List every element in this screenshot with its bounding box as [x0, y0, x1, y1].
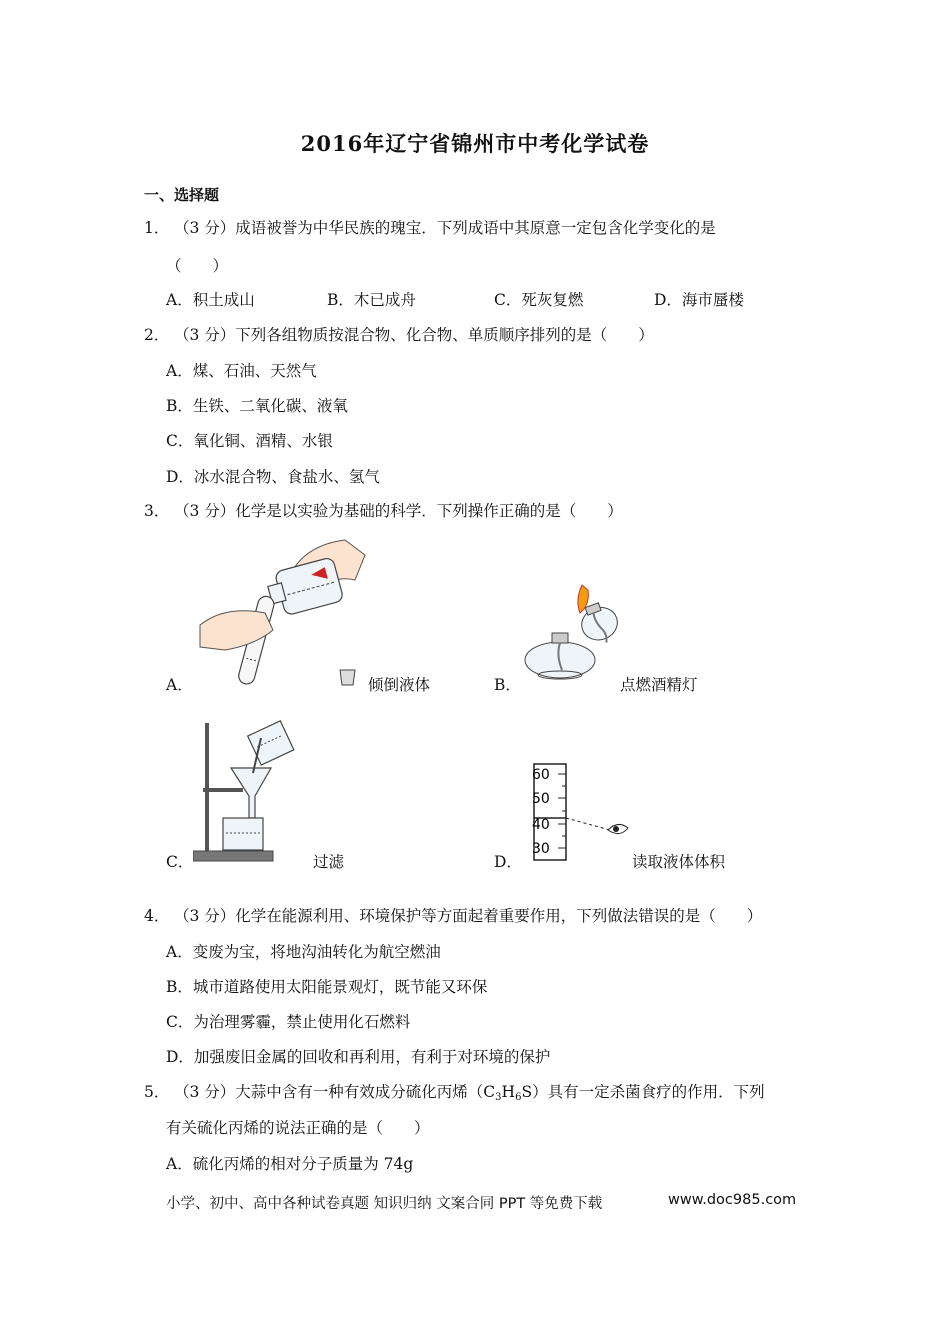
- alcohol-lamp-figure: [520, 575, 620, 687]
- question-score: （3 分）: [174, 326, 236, 344]
- option-b: B．木已成舟: [327, 291, 416, 309]
- option-b-caption: 点燃酒精灯: [620, 676, 698, 694]
- question-3: [144, 499, 623, 523]
- question-text: 大蒜中含有一种有效成分硫化丙烯（C: [235, 1083, 496, 1101]
- question-score: （3 分）: [174, 502, 236, 520]
- question-number: 2．: [144, 326, 170, 344]
- question-score: （3 分）: [174, 907, 236, 925]
- footer-text: 小学、初中、高中各种试卷真题 知识归纳 文案合同 PPT 等免费下载: [166, 1196, 603, 1212]
- formula-subscript: 3: [495, 1092, 502, 1103]
- question-number: 5．: [144, 1083, 170, 1101]
- tick-label-60: 60: [532, 767, 550, 783]
- option-d-letter: D．: [494, 853, 522, 871]
- option-c-letter: C．: [166, 853, 194, 871]
- option-c: C．为治理雾霾，禁止使用化石燃料: [166, 1013, 411, 1031]
- option-d: D．冰水混合物、食盐水、氢气: [166, 468, 380, 486]
- option-a: A．积土成山: [166, 291, 255, 309]
- question-number: 1．: [144, 219, 170, 237]
- option-b: B．城市道路使用太阳能景观灯，既节能又环保: [166, 978, 488, 996]
- question-score: （3 分）: [174, 219, 236, 237]
- option-c: C．死灰复燃: [494, 291, 584, 309]
- option-c: C．氧化铜、酒精、水银: [166, 432, 333, 450]
- filtration-figure: [193, 718, 343, 866]
- pouring-liquid-figure: [195, 535, 370, 690]
- option-d: D．加强废旧金属的回收和再利用，有利于对环境的保护: [166, 1048, 551, 1066]
- tick-label-50: 50: [532, 791, 550, 807]
- footer-url[interactable]: www.doc985.com: [668, 1192, 797, 1208]
- option-b: B．生铁、二氧化碳、液氧: [166, 397, 348, 415]
- option-a: A．硫化丙烯的相对分子质量为 74g: [166, 1155, 414, 1173]
- question-score: （3 分）: [174, 1083, 236, 1101]
- question-1: [144, 216, 716, 240]
- question-text: 成语被誉为中华民族的瑰宝．下列成语中其原意一定包含化学变化的是: [235, 219, 716, 237]
- question-text: 化学在能源利用、环境保护等方面起着重要作用，下列做法错误的是（ ）: [235, 907, 763, 925]
- option-a-caption: 倾倒液体: [368, 676, 431, 694]
- section-title: 一、选择题: [144, 186, 220, 204]
- question-number: 3．: [144, 502, 170, 520]
- question-text: 下列各组物质按混合物、化合物、单质顺序排列的是（ ）: [235, 326, 654, 344]
- question-2: [144, 323, 654, 347]
- question-number: 4．: [144, 907, 170, 925]
- formula-element: H: [501, 1083, 516, 1101]
- option-a: A．变废为宝，将地沟油转化为航空燃油: [166, 943, 441, 961]
- tick-label-40: 40: [532, 817, 550, 833]
- question-4: [144, 904, 762, 928]
- option-b-letter: B．: [494, 676, 521, 694]
- question-5: [144, 1080, 765, 1110]
- question-text: 化学是以实验为基础的科学．下列操作正确的是（ ）: [235, 502, 623, 520]
- option-c-caption: 过滤: [313, 853, 345, 871]
- option-a: A．煤、石油、天然气: [166, 362, 317, 380]
- answer-paren: （ ）: [166, 257, 229, 275]
- option-a-letter: A．: [166, 676, 193, 694]
- tick-label-30: 30: [532, 841, 550, 857]
- question-text-continued: S）具有一定杀菌食疗的作用．下列: [521, 1083, 765, 1101]
- page-title: 2016年辽宁省锦州市中考化学试卷: [300, 131, 650, 156]
- graduated-cylinder-figure: [528, 760, 638, 864]
- question-5-line-2: 有关硫化丙烯的说法正确的是（ ）: [166, 1119, 430, 1137]
- option-d: D．海市蜃楼: [654, 291, 744, 309]
- formula-subscript: 6: [515, 1092, 522, 1103]
- option-d-caption: 读取液体体积: [632, 853, 726, 871]
